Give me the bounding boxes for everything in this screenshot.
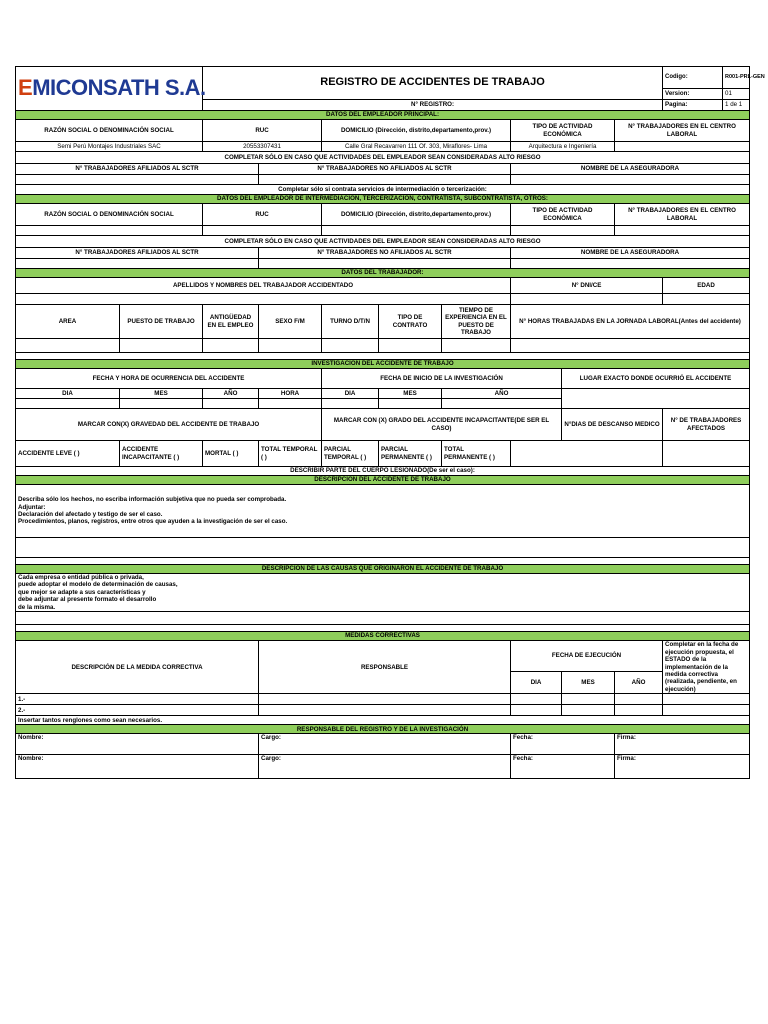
col-trabajadores-afectados: N° DE TRABAJADORES AFECTADOS — [663, 409, 750, 441]
checkbox-parcial-permanente[interactable]: PARCIAL PERMANENTE ( ) — [379, 441, 442, 467]
checkbox-total-temporal[interactable]: TOTAL TEMPORAL ( ) — [259, 441, 322, 467]
col-ruc: RUC — [203, 120, 322, 142]
col-tipo-contrato: TIPO DE CONTRATO — [379, 305, 442, 339]
col-turno: TURNO D/T/N — [322, 305, 379, 339]
company-logo: EMICONSATH S.A. — [16, 67, 203, 111]
col-dni: N° DNI/CE — [511, 278, 663, 294]
ejecucion-mes: MES — [562, 671, 615, 694]
inicio-mes: MES — [379, 389, 442, 399]
antiguedad-field[interactable] — [203, 339, 259, 353]
col-actividad-2: TIPO DE ACTIVIDAD ECONÓMICA — [511, 204, 615, 226]
checkbox-accidente-incapacitante[interactable]: ACCIDENTE INCAPACITANTE ( ) — [120, 441, 203, 467]
section-medidas-correctivas: MEDIDAS CORRECTIVAS — [16, 632, 750, 641]
descripcion-accidente-field[interactable] — [16, 485, 750, 538]
dni-field[interactable] — [511, 294, 663, 305]
col-antiguedad: ANTIGÜEDAD EN EL EMPLEO — [203, 305, 259, 339]
ruc-value[interactable]: 20553307431 — [203, 142, 322, 152]
razon-social-field-2[interactable] — [16, 226, 203, 236]
lugar-exacto-field[interactable] — [562, 389, 750, 409]
registro-number-field[interactable]: N° REGISTRO: — [203, 100, 663, 111]
dias-descanso-field[interactable] — [511, 441, 663, 467]
no-afiliados-sctr-field-2[interactable] — [259, 259, 511, 269]
checkbox-accidente-leve[interactable]: ACCIDENTE LEVE ( ) — [16, 441, 120, 467]
col-sexo: SEXO F/M — [259, 305, 322, 339]
col-domicilio: DOMICILIO (Dirección, distrito,departamento,prov.) — [322, 120, 511, 142]
spacer — [16, 625, 750, 632]
col-nombre-trabajador: APELLIDOS Y NOMBRES DEL TRABAJADOR ACCIDENTADO — [16, 278, 511, 294]
responsable-2-cargo[interactable]: Cargo: — [259, 755, 511, 779]
actividad-value[interactable]: Arquitectura e Ingeniería — [511, 142, 615, 152]
col-gravedad: MARCAR CON(X) GRAVEDAD DEL ACCIDENTE DE TRABAJO — [16, 409, 322, 441]
col-edad: EDAD — [663, 278, 750, 294]
aseguradora-field-2[interactable] — [511, 259, 750, 269]
ocurrencia-mes-field[interactable] — [120, 399, 203, 409]
col-trabajadores-centro-2: N° TRABAJADORES EN EL CENTRO LABORAL — [615, 204, 750, 226]
trabajadores-centro-value[interactable] — [615, 142, 750, 152]
inicio-dia-field[interactable] — [322, 399, 379, 409]
causas-field[interactable] — [16, 574, 750, 612]
section-intermediacion: DATOS DEL EMPLEADOR DE INTERMEDIACIÓN, TERCERIZACIÓN, CONTRATISTA, SUBCONTRATISTA, OTROS: — [16, 195, 750, 204]
col-ruc-2: RUC — [203, 204, 322, 226]
col-aseguradora-2: NOMBRE DE LA ASEGURADORA — [511, 248, 750, 259]
sexo-field[interactable] — [259, 339, 322, 353]
tipo-contrato-field[interactable] — [379, 339, 442, 353]
col-razon-social-2: RAZÓN SOCIAL O DENOMINACIÓN SOCIAL — [16, 204, 203, 226]
medida-1-mes[interactable] — [562, 694, 615, 705]
col-tiempo-experiencia: TIEMPO DE EXPERIENCIA EN EL PUESTO DE TRABAJO — [442, 305, 511, 339]
turno-field[interactable] — [322, 339, 379, 353]
causas-line: puede adoptar el modelo de determinación de causas, — [18, 581, 178, 589]
area-field[interactable] — [16, 339, 120, 353]
ejecucion-anio: AÑO — [615, 671, 663, 694]
descripcion-line: Adjuntar: — [18, 503, 46, 511]
descripcion-line: Describa sólo los hechos, no escriba información subjetiva que no pueda ser comprobada. — [18, 496, 287, 504]
col-lugar-exacto: LUGAR EXACTO DONDE OCURRIÓ EL ACCIDENTE — [562, 369, 750, 389]
ejecucion-dia: DIA — [511, 671, 562, 694]
alto-riesgo-note-2: COMPLETAR SÓLO EN CASO QUE ACTIVIDADES DEL EMPLEADOR SEAN CONSIDERADAS ALTO RIESGO — [16, 236, 750, 248]
ocurrencia-dia: DIA — [16, 389, 120, 399]
causas-line: que mejor se adapte a sus características y — [18, 588, 146, 596]
ocurrencia-dia-field[interactable] — [16, 399, 120, 409]
responsable-1-cargo[interactable]: Cargo: — [259, 734, 511, 755]
col-grado-incapacitante: MARCAR CON (X) GRADO DEL ACCIDENTE INCAPACITANTE(DE SER EL CASO) — [322, 409, 562, 441]
responsable-1-fecha[interactable]: Fecha: — [511, 734, 615, 755]
checkbox-parcial-temporal[interactable]: PARCIAL TEMPORAL ( ) — [322, 441, 379, 467]
medida-1-anio[interactable] — [615, 694, 663, 705]
col-fecha-ejecucion: FECHA DE EJECUCIÓN — [511, 641, 663, 671]
medida-1-dia[interactable] — [511, 694, 562, 705]
afiliados-sctr-value[interactable] — [16, 175, 259, 185]
alto-riesgo-note: COMPLETAR SÓLO EN CASO QUE ACTIVIDADES DEL EMPLEADOR SEAN CONSIDERADAS ALTO RIESGO — [16, 152, 750, 164]
responsable-2-firma[interactable]: Firma: — [615, 755, 750, 779]
col-descripcion-medida: DESCRIPCIÓN DE LA MEDIDA CORRECTIVA — [16, 641, 259, 694]
causas-line: debe adjuntar al presente formato el desarrollo — [18, 596, 157, 604]
parte-cuerpo-lesionado[interactable]: DESCRIBIR PARTE DEL CUERPO LESIONADO(De ser el caso): — [16, 467, 750, 476]
tiempo-experiencia-field[interactable] — [442, 339, 511, 353]
checkbox-total-permanente[interactable]: TOTAL PERMANENTE ( ) — [442, 441, 511, 467]
causas-line: de la misma. — [18, 603, 56, 611]
col-estado-implementacion: Completar en la fecha de ejecución propuesta, el ESTADO de la implementación de la medida correctiva (realizada, pendiente, en ejecución) — [663, 641, 750, 694]
medida-1-responsable[interactable] — [259, 694, 511, 705]
medida-2-dia[interactable] — [511, 705, 562, 716]
col-puesto: PUESTO DE TRABAJO — [120, 305, 203, 339]
medida-1-estado[interactable] — [663, 694, 750, 705]
medida-2-estado[interactable] — [663, 705, 750, 716]
insertar-renglones-note: Insertar tantos renglones como sean necesarios. — [16, 716, 750, 725]
col-trabajadores-centro: N° TRABAJADORES EN EL CENTRO LABORAL — [615, 120, 750, 142]
ocurrencia-hora: HORA — [259, 389, 322, 399]
horas-trabajadas-field[interactable] — [511, 339, 750, 353]
ocurrencia-hora-field[interactable] — [259, 399, 322, 409]
descripcion-line: Declaración del afectado y testigo de ser el caso. — [18, 511, 163, 518]
col-no-afiliados-sctr: N° TRABAJADORES NO AFILIADOS AL SCTR — [259, 164, 511, 175]
spacer — [16, 353, 750, 360]
responsable-1-firma[interactable]: Firma: — [615, 734, 750, 755]
no-afiliados-sctr-value[interactable] — [259, 175, 511, 185]
descripcion-extra-space[interactable] — [16, 538, 750, 558]
inicio-anio: AÑO — [442, 389, 562, 399]
afiliados-sctr-field-2[interactable] — [16, 259, 259, 269]
col-fecha-hora-ocurrencia: FECHA Y HORA DE OCURRENCIA DEL ACCIDENTE — [16, 369, 322, 389]
domicilio-field-2[interactable] — [322, 226, 511, 236]
nombre-trabajador-field[interactable] — [16, 294, 511, 305]
col-responsable: RESPONSABLE — [259, 641, 511, 694]
col-aseguradora: NOMBRE DE LA ASEGURADORA — [511, 164, 750, 175]
form-title: REGISTRO DE ACCIDENTES DE TRABAJO — [203, 67, 663, 100]
section-trabajador: DATOS DEL TRABAJADOR: — [16, 269, 750, 278]
domicilio-value[interactable]: Calle Gral Recavarren 111 Of. 303, Miraflores- Lima — [322, 142, 511, 152]
responsable-2-nombre[interactable]: Nombre: — [16, 755, 259, 779]
section-empleador-principal: DATOS DEL EMPLEADOR PRINCIPAL: — [16, 111, 750, 120]
ocurrencia-anio-field[interactable] — [203, 399, 259, 409]
col-afiliados-sctr: N° TRABAJADORES AFILIADOS AL SCTR — [16, 164, 259, 175]
col-area: AREA — [16, 305, 120, 339]
pagina-label: Pagina: — [663, 100, 723, 111]
medida-2-anio[interactable] — [615, 705, 663, 716]
section-descripcion-accidente: DESCRIPCIÓN DEL ACCIDENTE DE TRABAJO — [16, 476, 750, 485]
section-responsable: RESPONSABLE DEL REGISTRO Y DE LA INVESTIGACIÓN — [16, 725, 750, 734]
trabajadores-afectados-field[interactable] — [663, 441, 750, 467]
form-table — [15, 66, 765, 779]
medida-row-1[interactable]: 1.- — [16, 694, 259, 705]
version-label: Version: — [663, 89, 723, 100]
col-actividad: TIPO DE ACTIVIDAD ECONÓMICA — [511, 120, 615, 142]
checkbox-mortal[interactable]: MORTAL ( ) — [203, 441, 259, 467]
trabajadores-centro-field-2[interactable] — [615, 226, 750, 236]
codigo-label: Codigo: — [663, 67, 723, 89]
col-domicilio-2: DOMICILIO (Dirección, distrito,departamento,prov.) — [322, 204, 511, 226]
responsable-2-fecha[interactable]: Fecha: — [511, 755, 615, 779]
version-value: 01 — [723, 89, 750, 100]
causas-extra-space[interactable] — [16, 612, 750, 625]
descripcion-line: Procedimientos, planos, registros, entre otros que ayuden a la investigación de ser el caso. — [18, 518, 288, 526]
responsable-1-nombre[interactable]: Nombre: — [16, 734, 259, 755]
accident-register-form — [15, 66, 765, 779]
col-razon-social: RAZÓN SOCIAL O DENOMINACIÓN SOCIAL — [16, 120, 203, 142]
intermediacion-note: Completar sólo si contrata servicios de intermediación o tercerización: — [16, 185, 750, 195]
causas-line: Cada empresa o entidad pública o privada, — [18, 574, 144, 581]
puesto-field[interactable] — [120, 339, 203, 353]
col-horas-trabajadas: N° HORAS TRABAJADAS EN LA JORNADA LABORAL(Antes del accidente) — [511, 305, 750, 339]
medida-2-responsable[interactable] — [259, 705, 511, 716]
col-dias-descanso: N°DIAS DE DESCANSO MEDICO — [562, 409, 663, 441]
section-investigacion: INVESTIGACION DEL ACCIDENTE DE TRABAJO — [16, 360, 750, 369]
col-no-afiliados-sctr-2: N° TRABAJADORES NO AFILIADOS AL SCTR — [259, 248, 511, 259]
actividad-field-2[interactable] — [511, 226, 615, 236]
medida-2-mes[interactable] — [562, 705, 615, 716]
edad-field[interactable] — [663, 294, 750, 305]
ruc-field-2[interactable] — [203, 226, 322, 236]
section-causas: DESCRIPCIÓN DE LAS CAUSAS QUE ORIGINARON EL ACCIDENTE DE TRABAJO — [16, 565, 750, 574]
razon-social-value[interactable]: Semi Perú Montajes Industriales SAC — [16, 142, 203, 152]
col-afiliados-sctr-2: N° TRABAJADORES AFILIADOS AL SCTR — [16, 248, 259, 259]
spacer — [16, 558, 750, 565]
inicio-dia: DIA — [322, 389, 379, 399]
ocurrencia-anio: AÑO — [203, 389, 259, 399]
inicio-mes-field[interactable] — [379, 399, 442, 409]
inicio-anio-field[interactable] — [442, 399, 562, 409]
aseguradora-value[interactable] — [511, 175, 750, 185]
ocurrencia-mes: MES — [120, 389, 203, 399]
pagina-value: 1 de 1 — [723, 100, 750, 111]
col-fecha-inicio-investigacion: FECHA DE INICIO DE LA INVESTIGACIÓN — [322, 369, 562, 389]
medida-row-2[interactable]: 2.- — [16, 705, 259, 716]
codigo-value: R001-PRL-GEN — [723, 67, 750, 89]
